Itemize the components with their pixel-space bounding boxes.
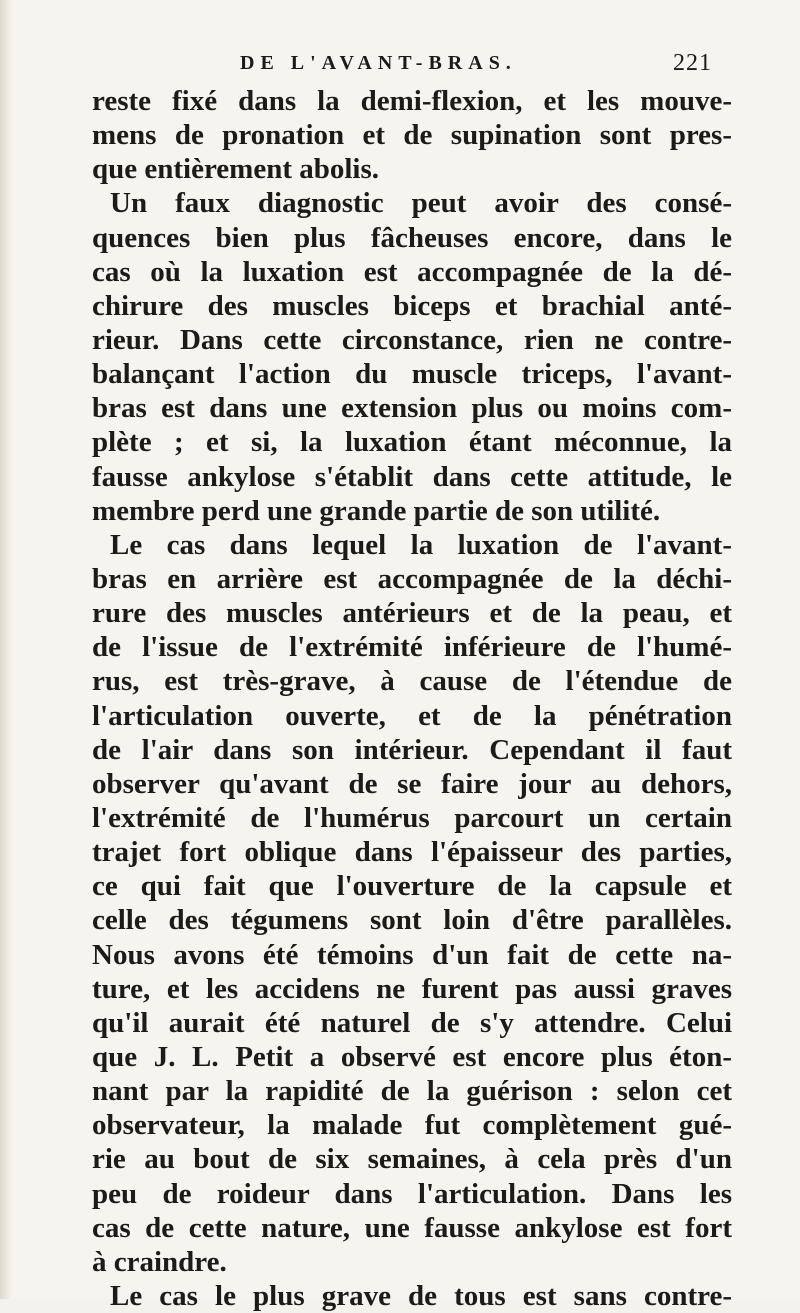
text-line: Le cas dans lequel la luxation de l'avant- [110, 528, 732, 561]
text-line: rie au bout de six semaines, à cela près d'un [92, 1143, 732, 1176]
text-line: bras est dans une extension plus ou moins com- [92, 392, 732, 425]
text-line: que J. L. Petit a observé est encore plus éton- [92, 1040, 732, 1073]
text-line: observer qu'avant de se faire jour au dehors, [92, 767, 732, 800]
text-line: chirure des muscles biceps et brachial anté- [92, 289, 732, 322]
text-line: rure des muscles antérieurs et de la peau, et [92, 597, 732, 630]
text-line: mens de pronation et de supination sont pres- [92, 119, 732, 152]
text-line: fausse ankylose s'établit dans cette attitude, le [92, 460, 732, 493]
text-line: observateur, la malade fut complètement gué- [92, 1109, 732, 1142]
text-line: rieur. Dans cette circonstance, rien ne contre- [92, 323, 732, 356]
text-line: Nous avons été témoins d'un fait de cette na- [92, 938, 732, 971]
text-line: membre perd une grande partie de son utilité. [92, 494, 661, 527]
running-title: DE L'AVANT-BRAS. [240, 52, 517, 74]
text-line: cas de cette nature, une fausse ankylose est fort [92, 1211, 732, 1244]
text-line: que entièrement abolis. [92, 153, 380, 186]
text-line: l'extrémité de l'humérus parcourt un certain [92, 801, 732, 834]
page-gutter-shadow [0, 0, 12, 1299]
text-line: Un faux diagnostic peut avoir des consé- [110, 187, 732, 220]
text-line: bras en arrière est accompagnée de la déchi- [92, 562, 732, 595]
text-line: trajet fort oblique dans l'épaisseur des parties, [92, 836, 732, 869]
body-text [92, 84, 732, 1313]
text-line: de l'air dans son intérieur. Cependant il faut [92, 733, 732, 766]
text-line: cas où la luxation est accompagnée de la dé- [92, 255, 732, 288]
text-line: ture, et les accidens ne furent pas aussi graves [92, 972, 732, 1005]
text-line: l'articulation ouverte, et de la pénétration [92, 699, 732, 732]
text-line: à craindre. [92, 1245, 227, 1278]
text-line: Le cas le plus grave de tous est sans contre- [110, 1279, 732, 1312]
text-line: ce qui fait que l'ouverture de la capsule et [92, 870, 732, 903]
text-line: de l'issue de l'extrémité inférieure de l'humé- [92, 631, 732, 664]
text-line: plète ; et si, la luxation étant méconnue, la [92, 426, 732, 459]
text-line: nant par la rapidité de la guérison : selon cet [92, 1075, 732, 1108]
text-line: balançant l'action du muscle triceps, l'avant- [92, 358, 732, 391]
text-line: peu de roideur dans l'articulation. Dans les [92, 1177, 732, 1210]
text-line: celle des tégumens sont loin d'être parallèles. [92, 904, 732, 937]
text-line: quences bien plus fâcheuses encore, dans le [92, 221, 732, 254]
text-line: qu'il aurait été naturel de s'y attendre. Celui [92, 1006, 732, 1039]
text-line: reste fixé dans la demi-flexion, et les mouve- [92, 85, 732, 117]
page-number: 221 [673, 50, 712, 76]
text-line: rus, est très-grave, à cause de l'étendue de [92, 665, 732, 698]
